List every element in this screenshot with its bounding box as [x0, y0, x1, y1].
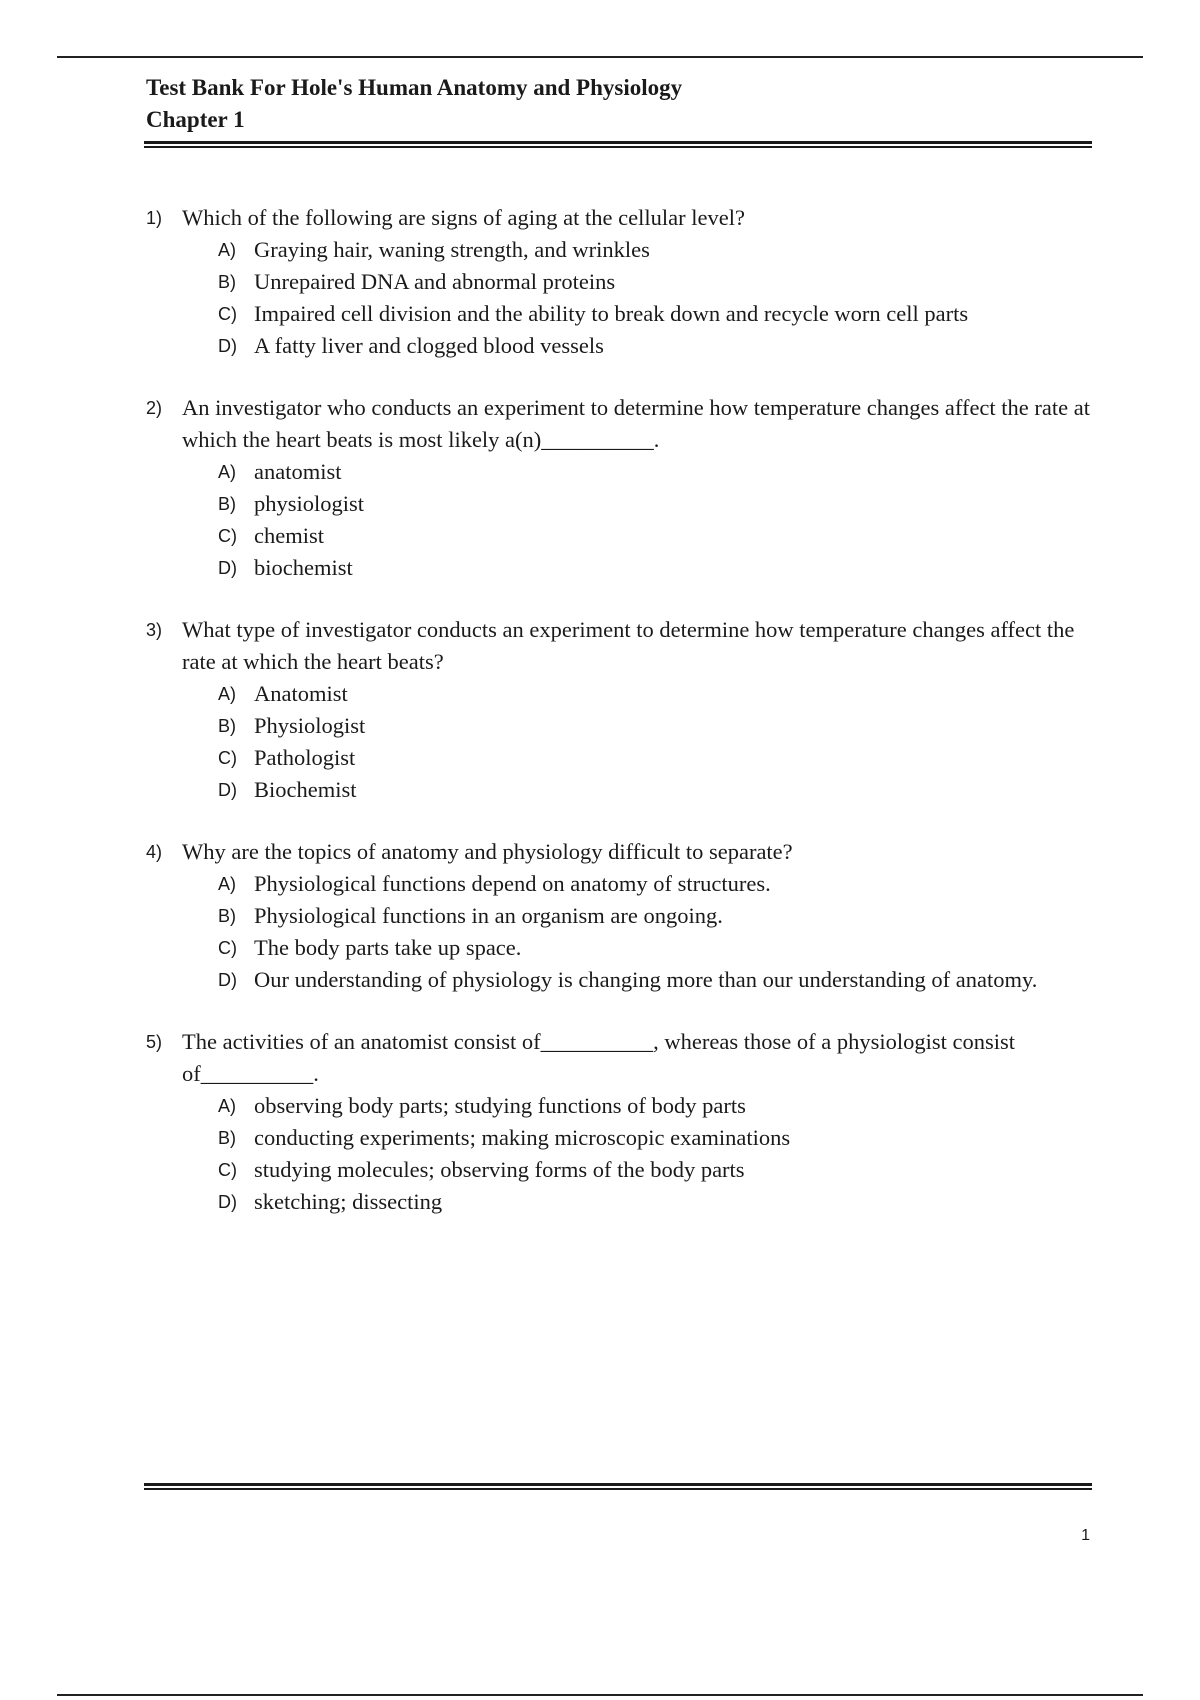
option-text: physiologist — [254, 491, 365, 516]
option-text: Biochemist — [254, 777, 357, 802]
question-list — [146, 202, 1096, 1248]
question-number: 4) — [146, 842, 163, 862]
option-text: Anatomist — [254, 681, 348, 706]
option-b — [218, 1122, 1091, 1154]
option-letter: B) — [218, 272, 236, 292]
option-text: Graying hair, waning strength, and wrinkles — [254, 237, 650, 262]
page-top-border — [57, 56, 1143, 58]
option-letter: C) — [218, 526, 237, 546]
question-2 — [146, 392, 1096, 584]
option-b — [218, 900, 1091, 932]
option-letter: B) — [218, 906, 236, 926]
option-d — [218, 1186, 1091, 1218]
option-text: Physiologist — [254, 713, 366, 738]
option-letter: C) — [218, 938, 237, 958]
option-letter: B) — [218, 716, 236, 736]
option-letter: C) — [218, 748, 237, 768]
option-d — [218, 330, 1091, 362]
option-letter: D) — [218, 336, 237, 356]
option-text: conducting experiments; making microscopic examinations — [254, 1125, 791, 1150]
question-4 — [146, 836, 1091, 996]
option-c — [218, 1154, 1091, 1186]
question-text: Why are the topics of anatomy and physiology difficult to separate? — [182, 839, 793, 864]
option-b — [218, 488, 1091, 520]
option-text: The body parts take up space. — [254, 935, 522, 960]
header-divider — [144, 141, 1092, 148]
option-b — [218, 710, 1091, 742]
answer-options — [146, 868, 1091, 996]
question-5 — [146, 1026, 1091, 1218]
chapter-label: Chapter 1 — [146, 107, 245, 132]
option-text: biochemist — [254, 555, 353, 580]
footer-divider — [144, 1483, 1092, 1490]
option-a — [218, 1090, 1091, 1122]
option-text: studying molecules; observing forms of the body parts — [254, 1157, 745, 1182]
option-letter: C) — [218, 1160, 237, 1180]
answer-options — [146, 678, 1091, 806]
option-a — [218, 678, 1091, 710]
option-text: Physiological functions depend on anatomy of structures. — [254, 871, 771, 896]
option-letter: B) — [218, 494, 236, 514]
question-text: What type of investigator conducts an experiment to determine how temperature changes affect the rate at which the heart beats? — [182, 617, 1080, 674]
option-c — [218, 932, 1091, 964]
option-text: A fatty liver and clogged blood vessels — [254, 333, 604, 358]
question-text: An investigator who conducts an experiment to determine how temperature changes affect the rate at which the heart beats is most likely a(n)__________. — [182, 395, 1096, 452]
page-bottom-border — [57, 1694, 1143, 1696]
option-letter: A) — [218, 684, 236, 704]
option-a — [218, 868, 1091, 900]
question-number: 2) — [146, 398, 163, 418]
answer-options — [146, 234, 1091, 362]
question-number: 3) — [146, 620, 163, 640]
option-d — [218, 774, 1091, 806]
question-3 — [146, 614, 1091, 806]
option-text: observing body parts; studying functions of body parts — [254, 1093, 746, 1118]
question-text: Which of the following are signs of aging at the cellular level? — [182, 205, 745, 230]
option-c — [218, 520, 1091, 552]
option-a — [218, 234, 1091, 266]
question-number: 5) — [146, 1032, 163, 1052]
option-letter: A) — [218, 874, 236, 894]
option-text: Our understanding of physiology is changing more than our understanding of anatomy. — [254, 967, 1038, 992]
option-text: Impaired cell division and the ability to break down and recycle worn cell parts — [254, 301, 969, 326]
option-text: Physiological functions in an organism are ongoing. — [254, 903, 723, 928]
option-d — [218, 964, 1091, 996]
option-text: Unrepaired DNA and abnormal proteins — [254, 269, 616, 294]
option-a — [218, 456, 1091, 488]
page-number: 1 — [1081, 1527, 1090, 1544]
answer-options — [146, 1090, 1091, 1218]
option-letter: A) — [218, 462, 236, 482]
option-text: sketching; dissecting — [254, 1189, 443, 1214]
option-c — [218, 298, 1091, 330]
option-c — [218, 742, 1091, 774]
question-number: 1) — [146, 208, 163, 228]
option-text: Pathologist — [254, 745, 356, 770]
option-d — [218, 552, 1091, 584]
option-letter: A) — [218, 240, 236, 260]
question-text: The activities of an anatomist consist of__________, whereas those of a physiologist consist of__________. — [182, 1029, 1021, 1086]
option-letter: D) — [218, 970, 237, 990]
option-letter: D) — [218, 558, 237, 578]
option-text: chemist — [254, 523, 324, 548]
document-title: Test Bank For Hole's Human Anatomy and Physiology — [146, 75, 683, 100]
document-header — [146, 72, 1091, 136]
answer-options — [146, 456, 1091, 584]
option-letter: A) — [218, 1096, 236, 1116]
option-letter: C) — [218, 304, 237, 324]
question-1 — [146, 202, 1091, 362]
option-b — [218, 266, 1091, 298]
option-letter: D) — [218, 1192, 237, 1212]
option-letter: D) — [218, 780, 237, 800]
option-letter: B) — [218, 1128, 236, 1148]
option-text: anatomist — [254, 459, 342, 484]
